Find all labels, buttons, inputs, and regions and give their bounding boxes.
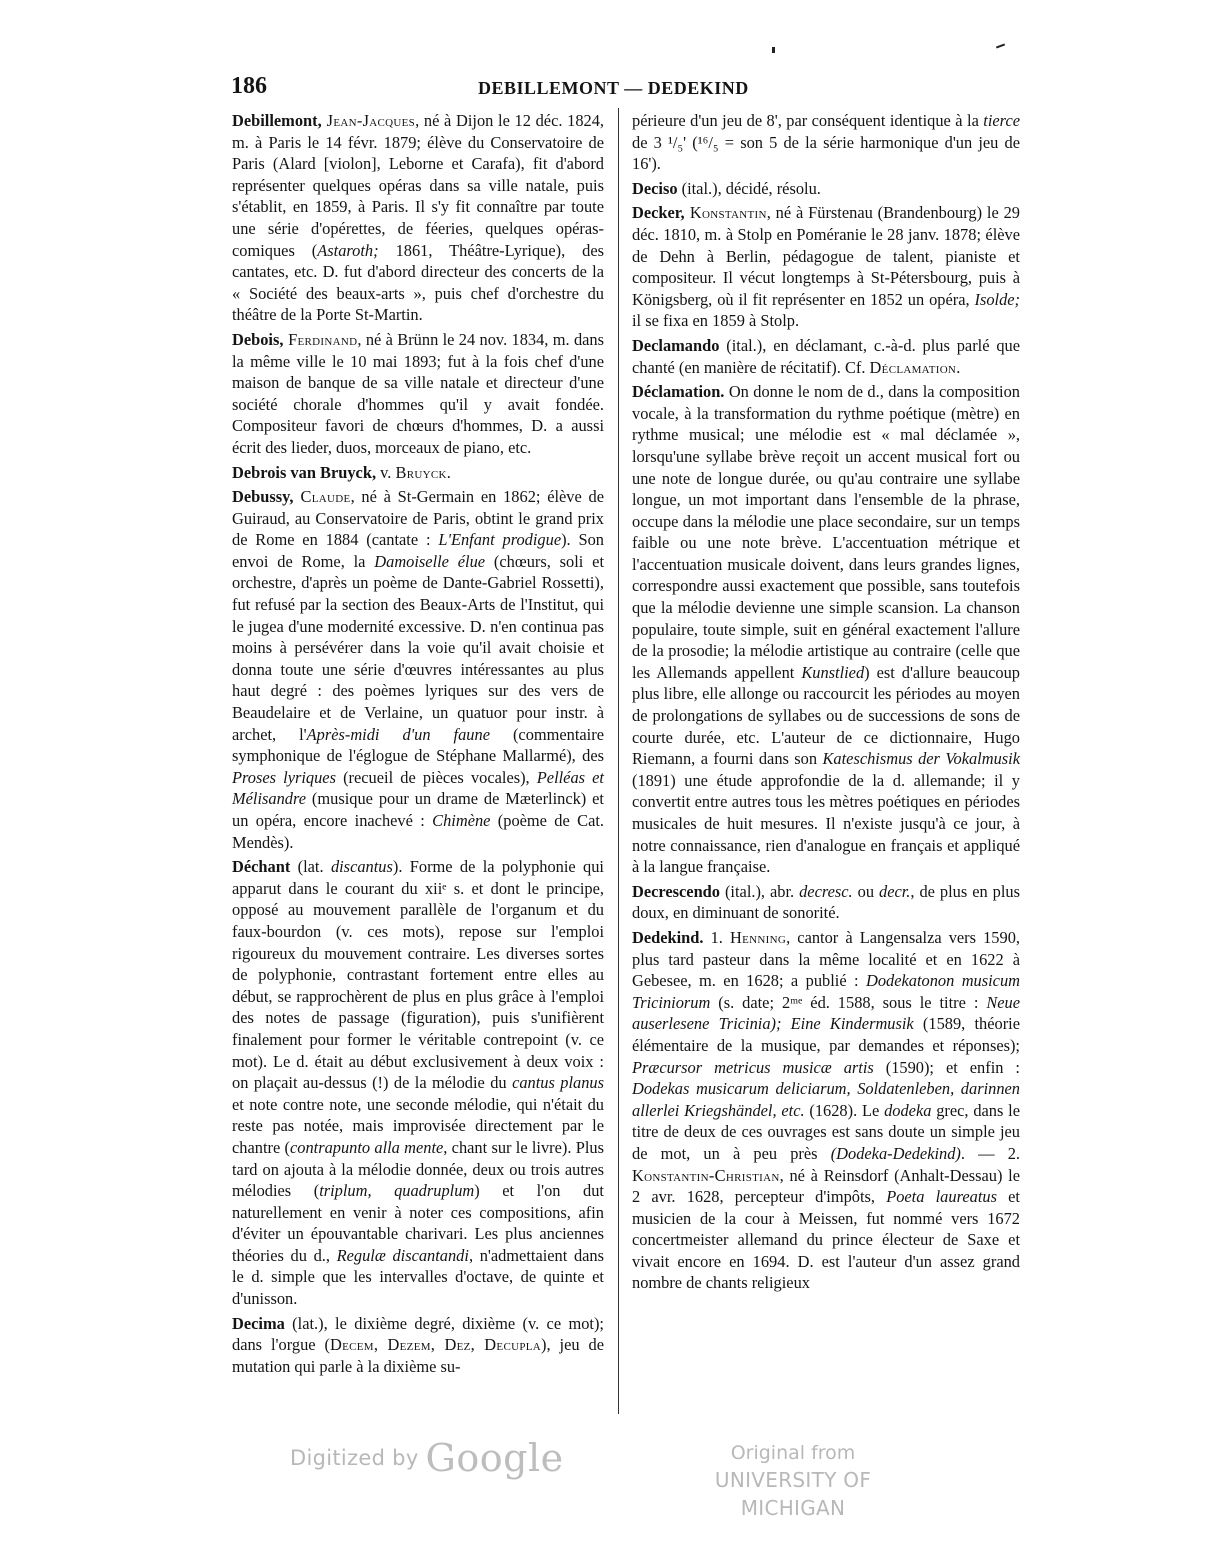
entry-italic-text: decr. (879, 881, 911, 901)
entry-italic-text: (Dodeka-Dedekind) (830, 1143, 961, 1163)
dictionary-entry (632, 178, 1020, 200)
dictionary-entry (232, 856, 604, 1309)
entry-text: , né à St-Germain en 1862; élève de Guiraud, au Conservatoire de Paris, obtint le grand prix de Rome en 1884 (cantate : (232, 487, 604, 550)
left-column (232, 110, 604, 1380)
entry-headword: Debussy, (232, 487, 294, 507)
entry-text: , né à Brünn le 24 nov. 1834, m. dans la même ville le 10 mai 1893; fut à la fois chef d'une maison de banque de sa ville natale et directeur d'une société chorale d'hommes qu'il y avait fondée. Compositeur favori de chœurs d'hommes, D. a aussi écrit des lieder, duos, morceaux de piano, etc. (232, 329, 605, 457)
page-number: 186 (231, 73, 267, 99)
entry-text: 1. (703, 927, 730, 947)
entry-italic-text: Proses lyriques (232, 767, 336, 787)
entry-text: (musique pour un drame de Mæterlinck) et un opéra, encore inachevé : (232, 789, 604, 830)
entry-italic-text: Astaroth; (317, 240, 379, 260)
entry-headword: Deciso (632, 178, 678, 198)
digitized-by-label: Digitized by (290, 1446, 419, 1470)
entry-text: , né à Reinsdorf (Anhalt-Dessau) le 2 avr. 1628, percepteur d'impôts, (632, 1165, 1020, 1207)
entry-text: (lat.), le dixième degré, dixième (v. ce mot); dans l'orgue ( (232, 1313, 604, 1355)
entry-small-caps-text: Konstantin (684, 203, 767, 223)
entry-text: périeure d'un jeu de 8', par conséquent identique à la (632, 111, 984, 130)
entry-italic-text: triplum, quadruplum (319, 1181, 475, 1201)
scan-speck (996, 44, 1005, 49)
entry-italic-text: Damoiselle élue (374, 551, 486, 571)
entry-text: . — 2. (960, 1143, 1020, 1163)
entry-text: , de plus en plus doux, en diminuant de sonorité. (632, 881, 1020, 923)
dictionary-entry (632, 202, 1020, 332)
entry-italic-text: Pelléas et Mélisandre (232, 767, 604, 809)
entry-headword: Debois, (232, 329, 284, 349)
entry-small-caps-text: Ferdinand (283, 329, 358, 349)
entry-text: ) est d'allure beaucoup plus libre, elle allonge ou raccourcit les périodes au moyen de prolongations de syllabes ou de successions de sons de courte durée, etc. L'auteur de ce dictionnaire, Hugo Riemann, a fourni dans son (632, 662, 1020, 769)
dictionary-entry (632, 927, 1020, 1294)
dictionary-entry (632, 381, 1020, 878)
entry-small-caps-text: Jean-Jacques (321, 111, 416, 130)
entry-italic-text: discantus (330, 857, 393, 877)
entry-text: grec, dans le titre de deux de ces ouvrages est sans doute un simple jeu de mot, un à peu près (632, 1100, 1020, 1163)
entry-small-caps-text: Decem, Dezem, Dez, Decupla (329, 1335, 542, 1355)
dictionary-entry (232, 110, 604, 326)
entry-text: (chœurs, soli et orchestre, d'après un poème de Dante-Gabriel Rossetti), fut refusé par la section des Beaux-Arts de l'Institut, qui le jugea d'une modernité excessive. D. n'en continua pas moins à persévérer dans la voie qu'il avait choisie et donna toute une série d'œuvres intéressantes au plus haut degré : des poèmes lyriques sur des vers de Beaudelaire et de Verlaine, un quatuor pour instr. à archet, l' (232, 551, 604, 744)
column-divider (618, 108, 619, 1414)
entry-italic-text: tierce (983, 111, 1020, 130)
entry-text: , chant sur le livre). Plus tard on ajouta à la mélodie donnée, deux ou trois autres mélodies ( (232, 1137, 604, 1201)
entry-small-caps-text: Henning (730, 927, 787, 947)
dictionary-entry (232, 486, 604, 853)
entry-small-caps-text: Déclamation (869, 357, 957, 377)
entry-small-caps-text: Bruyck (395, 462, 447, 482)
entry-text: et musicien de la cour à Meissen, fut nommé vers 1672 concertmeister allemand du prince électeur de Saxe et vivait encore en 1694. D. est l'auteur d'un assez grand nombre de chants religieux (632, 1187, 1020, 1293)
entry-text: ). Forme de la polyphonie qui apparut dans le courant du xiiᵉ s. et dont le principe, opposé au mouvement parallèle de l'organum et du faux-bourdon (v. ces mots), repose sur l'emploi rigoureux du mouvement contraire. Les diverses sortes de polyphonie, contrastant fortement entre elles au début, se rapprochèrent de plus en plus grâce à l'emploi des notes de passage (figuration), puis s'unifièrent finalement pour former le véritable contrepoint (v. ce mot). Le d. était au début exclusivement à deux voix : on plaçait au-dessus (!) de la mélodie du (232, 857, 604, 1093)
entry-text: , cantor à Langensalza vers 1590, plus tard pasteur dans la même localité et en 1622 à Gebesee, m. en 1628; a publié : (632, 927, 1020, 991)
dictionary-entry (232, 1313, 604, 1378)
entry-text: (ital.), en déclamant, c.-à-d. plus parlé que chanté (en manière de récitatif). Cf. (632, 335, 1020, 377)
entry-small-caps-text: Claude (293, 487, 351, 507)
entry-text: (1590); et enfin : (873, 1057, 1020, 1077)
entry-text: ) et l'on dut naturellement en venir à noter ces compositions, afin d'éviter un épouvantable charivari. Les plus anciennes théories du d., (232, 1181, 604, 1265)
entry-headword: Declamando (632, 335, 720, 355)
entry-italic-text: Poeta laureatus (886, 1187, 997, 1207)
entry-italic-text: Dodekas musicarum deliciarum, Soldatenleben, darinnen allerlei Kriegshändel, etc. (632, 1079, 1020, 1120)
entry-italic-text: Isolde; (974, 289, 1020, 309)
entry-text: . (446, 462, 451, 482)
entry-italic-text: L'Enfant prodigue (438, 530, 562, 550)
entry-italic-text: Neue auserlesene Tricinia); Eine Kindermusik (632, 992, 1020, 1034)
entry-text: (ital.), décidé, résolu. (677, 178, 821, 198)
entry-italic-text: Kateschismus der Vokalmusik (822, 749, 1020, 769)
entry-text: . (956, 357, 961, 377)
scan-speck (772, 47, 775, 53)
entry-text: ou (852, 881, 879, 901)
entry-text: (1589, théorie élémentaire de la musique, par demandes et réponses); (632, 1014, 1020, 1055)
entry-text: ), jeu de mutation qui parle à la dixième su- (232, 1335, 604, 1376)
entry-italic-text: Chimène (432, 811, 491, 830)
entry-text: (lat. (290, 857, 331, 877)
entry-text: et note contre note, une seconde mélodie, qui n'était du reste pas notée, mais improvisée directement par le chantre ( (232, 1094, 604, 1157)
entry-italic-text: decresc. (799, 881, 853, 901)
dictionary-entry (632, 110, 1020, 175)
entry-italic-text: Præcursor metricus musicæ artis (632, 1057, 874, 1077)
entry-text: (recueil de pièces vocales), (335, 767, 537, 787)
entry-headword: Decker, (632, 203, 685, 223)
dictionary-entry (232, 462, 604, 484)
entry-headword: Déchant (232, 857, 291, 877)
university-label: UNIVERSITY OF MICHIGAN (714, 1468, 872, 1520)
entry-text: (commentaire symphonique de l'églogue de Stéphane Mallarmé), des (232, 724, 604, 766)
entry-italic-text: cantus planus (512, 1073, 604, 1093)
entry-italic-text: Regulæ discantandi (336, 1245, 469, 1265)
entry-headword: Debrois van Bruyck, (232, 462, 377, 482)
entry-headword: Dedekind. (632, 927, 704, 947)
entry-text: , né à Fürstenau (Brandenbourg) le 29 déc. 1810, m. à Stolp en Poméranie le 28 janv. 1878; élève de Dehn à Berlin, pédagogue de talent, pianiste et compositeur. Il vécut longtemps à St-Pétersbourg, puis à Königsberg, où il fit représenter en 1852 un opéra, (632, 203, 1020, 309)
entry-text: (1891) une étude approfondie de la d. allemande; il y convertit entre autres tous les mètres poétiques en périodes musicales de huit mesures. Il n'existe jusqu'à ce jour, à notre connaissance, rien d'analogue en français et appliqué à la langue française. (632, 770, 1020, 877)
entry-text: (1628). Le (804, 1100, 885, 1120)
entry-italic-text: Après-midi d'un faune (306, 724, 490, 744)
running-head: DEBILLEMONT — DEDEKIND (478, 78, 749, 98)
entry-small-caps-text: Konstantin-Christian (632, 1165, 780, 1185)
entry-headword: Decrescendo (632, 881, 720, 901)
entry-italic-text: dodeka (884, 1100, 932, 1120)
entry-italic-text: contrapunto alla mente (289, 1137, 444, 1157)
entry-headword: Déclamation. (632, 382, 725, 402)
entry-text: , n'admettaient dans le d. simple que les intervalles d'octave, de quinte et d'unisson. (232, 1245, 604, 1309)
entry-text: (ital.), abr. (720, 881, 800, 901)
original-from-label: Original from (730, 1442, 856, 1464)
dictionary-entry (232, 329, 604, 459)
original-from-watermark (668, 1440, 918, 1522)
entry-text: de 3 ¹/₅' (¹⁶/₅ = son 5 de la série harmonique d'un jeu de 16'). (632, 132, 1020, 174)
google-logo: Google (425, 1436, 564, 1480)
entry-text: , né à Dijon le 12 déc. 1824, m. à Paris le 14 févr. 1879; élève du Conservatoire de Paris (Alard [violon], Leborne et Carafa), fit d'abord représenter quelques opéras dans sa ville natale, puis s'établit, en 1859, à Paris. Il s'y fit connaître par toute une série d'opérettes, de féeries, quelques opéras-comiques ( (232, 111, 605, 260)
entry-text: ). Son envoi de Rome, la (232, 530, 604, 571)
dictionary-entry (632, 335, 1020, 378)
entry-text: (poème de Cat. Mendès). (232, 811, 604, 852)
entry-text: il se fixa en 1859 à Stolp. (632, 311, 800, 331)
entry-text: 1861, Théâtre-Lyrique), des cantates, etc. D. fut d'abord directeur des concerts de la « Société des beaux-arts », puis chef d'orchestre du théâtre de la Porte St-Martin. (232, 240, 605, 325)
entry-headword: Decima (232, 1313, 285, 1333)
dictionary-entry (632, 881, 1020, 924)
entry-italic-text: Dodekatonon musicum Triciniorum (632, 971, 1020, 1012)
entry-text: (s. date; 2ᵐᵉ éd. 1588, sous le titre : (710, 992, 987, 1012)
right-column (632, 110, 1020, 1297)
entry-italic-text: Kunstlied (801, 662, 865, 682)
digitized-by-google-watermark (290, 1436, 564, 1480)
entry-headword: Debillemont, (232, 111, 322, 130)
entry-text: On donne le nom de d., dans la composition vocale, à la transformation du rythme poétique (mètre) en rythme musical; une mélodie est « mal déclamée », lorsqu'une syllabe brève reçoit un accent musical fort ou une note de longue durée, ou qu'au contraire une syllabe longue, un mot important dans l'ensemble de la phrase, occupe dans la mélodie une place secondaire, sur un temps faible ou une note brève. L'accentuation métrique et l'accentuation musicale doivent, dans leurs grandes lignes, correspondre aussi exactement que possible, sans toutefois que la mélodie devienne une simple scansion. La chanson populaire, toute simple, suit en général exactement l'allure de la prosodie; la mélodie artistique au contraire (celle que les Allemands appellent (632, 382, 1020, 682)
entry-text: v. (376, 462, 396, 482)
